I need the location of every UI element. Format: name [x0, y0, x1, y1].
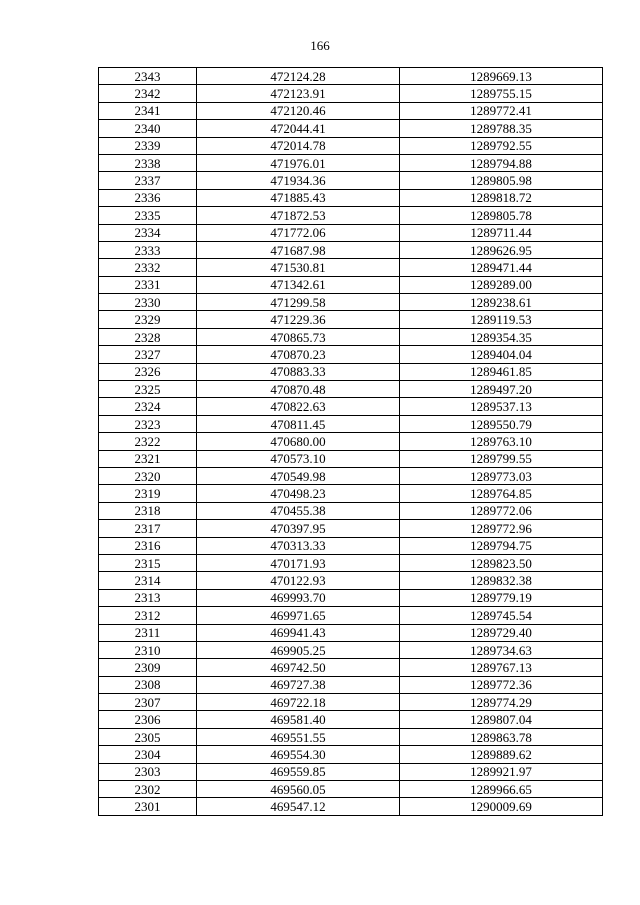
table-row	[99, 798, 603, 815]
coordinates-table	[98, 67, 603, 816]
table-row	[99, 102, 603, 119]
y-coordinate-cell: 1289767.13	[400, 659, 603, 676]
point-number-cell: 2336	[99, 189, 197, 206]
y-coordinate-cell: 1289471.44	[400, 259, 603, 276]
point-number-cell: 2341	[99, 102, 197, 119]
y-coordinate-cell: 1289805.98	[400, 172, 603, 189]
y-coordinate-cell: 1289889.62	[400, 746, 603, 763]
table-row	[99, 363, 603, 380]
y-coordinate-cell: 1289354.35	[400, 328, 603, 345]
point-number-cell: 2325	[99, 381, 197, 398]
point-number-cell: 2332	[99, 259, 197, 276]
y-coordinate-cell: 1289238.61	[400, 294, 603, 311]
y-coordinate-cell: 1289788.35	[400, 120, 603, 137]
page-number: 166	[310, 38, 330, 53]
table-row	[99, 68, 603, 85]
x-coordinate-cell: 471342.61	[197, 276, 400, 293]
point-number-cell: 2343	[99, 68, 197, 85]
point-number-cell: 2329	[99, 311, 197, 328]
y-coordinate-cell: 1289729.40	[400, 624, 603, 641]
x-coordinate-cell: 469971.65	[197, 607, 400, 624]
y-coordinate-cell: 1289772.41	[400, 102, 603, 119]
y-coordinate-cell: 1289794.75	[400, 537, 603, 554]
x-coordinate-cell: 469905.25	[197, 641, 400, 658]
y-coordinate-cell: 1289772.96	[400, 520, 603, 537]
y-coordinate-cell: 1289794.88	[400, 154, 603, 171]
x-coordinate-cell: 471229.36	[197, 311, 400, 328]
y-coordinate-cell: 1289779.19	[400, 589, 603, 606]
point-number-cell: 2320	[99, 467, 197, 484]
table-row	[99, 137, 603, 154]
point-number-cell: 2310	[99, 641, 197, 658]
point-number-cell: 2338	[99, 154, 197, 171]
point-number-cell: 2312	[99, 607, 197, 624]
point-number-cell: 2304	[99, 746, 197, 763]
table-row	[99, 520, 603, 537]
table-row	[99, 154, 603, 171]
x-coordinate-cell: 469554.30	[197, 746, 400, 763]
point-number-cell: 2324	[99, 398, 197, 415]
x-coordinate-cell: 471934.36	[197, 172, 400, 189]
x-coordinate-cell: 469727.38	[197, 676, 400, 693]
y-coordinate-cell: 1289711.44	[400, 224, 603, 241]
point-number-cell: 2308	[99, 676, 197, 693]
table-row	[99, 207, 603, 224]
table-row	[99, 728, 603, 745]
y-coordinate-cell: 1289763.10	[400, 433, 603, 450]
y-coordinate-cell: 1289734.63	[400, 641, 603, 658]
x-coordinate-cell: 470171.93	[197, 554, 400, 571]
y-coordinate-cell: 1289669.13	[400, 68, 603, 85]
table-row	[99, 294, 603, 311]
table-row	[99, 746, 603, 763]
x-coordinate-cell: 472044.41	[197, 120, 400, 137]
table-row	[99, 415, 603, 432]
y-coordinate-cell: 1289537.13	[400, 398, 603, 415]
point-number-cell: 2337	[99, 172, 197, 189]
y-coordinate-cell: 1289772.36	[400, 676, 603, 693]
y-coordinate-cell: 1289550.79	[400, 415, 603, 432]
x-coordinate-cell: 470122.93	[197, 572, 400, 589]
y-coordinate-cell: 1289745.54	[400, 607, 603, 624]
table-row	[99, 120, 603, 137]
table-row	[99, 676, 603, 693]
table-row	[99, 781, 603, 798]
table-row	[99, 276, 603, 293]
point-number-cell: 2318	[99, 502, 197, 519]
x-coordinate-cell: 471299.58	[197, 294, 400, 311]
point-number-cell: 2309	[99, 659, 197, 676]
x-coordinate-cell: 470498.23	[197, 485, 400, 502]
x-coordinate-cell: 471687.98	[197, 241, 400, 258]
y-coordinate-cell: 1289966.65	[400, 781, 603, 798]
x-coordinate-cell: 470883.33	[197, 363, 400, 380]
table-row	[99, 589, 603, 606]
point-number-cell: 2319	[99, 485, 197, 502]
x-coordinate-cell: 470397.95	[197, 520, 400, 537]
point-number-cell: 2334	[99, 224, 197, 241]
x-coordinate-cell: 471885.43	[197, 189, 400, 206]
point-number-cell: 2342	[99, 85, 197, 102]
table-row	[99, 607, 603, 624]
point-number-cell: 2326	[99, 363, 197, 380]
y-coordinate-cell: 1289792.55	[400, 137, 603, 154]
y-coordinate-cell: 1289774.29	[400, 694, 603, 711]
x-coordinate-cell: 472120.46	[197, 102, 400, 119]
coordinates-table-body	[99, 68, 603, 816]
x-coordinate-cell: 470865.73	[197, 328, 400, 345]
table-row	[99, 450, 603, 467]
table-row	[99, 346, 603, 363]
x-coordinate-cell: 470549.98	[197, 467, 400, 484]
table-row	[99, 763, 603, 780]
point-number-cell: 2302	[99, 781, 197, 798]
point-number-cell: 2335	[99, 207, 197, 224]
point-number-cell: 2305	[99, 728, 197, 745]
y-coordinate-cell: 1289404.04	[400, 346, 603, 363]
point-number-cell: 2301	[99, 798, 197, 815]
x-coordinate-cell: 472123.91	[197, 85, 400, 102]
point-number-cell: 2339	[99, 137, 197, 154]
y-coordinate-cell: 1289818.72	[400, 189, 603, 206]
y-coordinate-cell: 1289805.78	[400, 207, 603, 224]
point-number-cell: 2331	[99, 276, 197, 293]
y-coordinate-cell: 1289755.15	[400, 85, 603, 102]
y-coordinate-cell: 1289461.85	[400, 363, 603, 380]
table-row	[99, 433, 603, 450]
x-coordinate-cell: 470870.23	[197, 346, 400, 363]
y-coordinate-cell: 1289772.06	[400, 502, 603, 519]
point-number-cell: 2327	[99, 346, 197, 363]
x-coordinate-cell: 471530.81	[197, 259, 400, 276]
x-coordinate-cell: 469993.70	[197, 589, 400, 606]
point-number-cell: 2307	[99, 694, 197, 711]
point-number-cell: 2315	[99, 554, 197, 571]
x-coordinate-cell: 469581.40	[197, 711, 400, 728]
point-number-cell: 2311	[99, 624, 197, 641]
x-coordinate-cell: 470455.38	[197, 502, 400, 519]
x-coordinate-cell: 471872.53	[197, 207, 400, 224]
x-coordinate-cell: 470870.48	[197, 381, 400, 398]
y-coordinate-cell: 1289823.50	[400, 554, 603, 571]
table-row	[99, 311, 603, 328]
x-coordinate-cell: 469742.50	[197, 659, 400, 676]
x-coordinate-cell: 469941.43	[197, 624, 400, 641]
y-coordinate-cell: 1289921.97	[400, 763, 603, 780]
point-number-cell: 2316	[99, 537, 197, 554]
table-row	[99, 694, 603, 711]
point-number-cell: 2314	[99, 572, 197, 589]
table-row	[99, 259, 603, 276]
point-number-cell: 2306	[99, 711, 197, 728]
table-row	[99, 328, 603, 345]
table-row	[99, 381, 603, 398]
table-row	[99, 224, 603, 241]
table-row	[99, 537, 603, 554]
point-number-cell: 2330	[99, 294, 197, 311]
y-coordinate-cell: 1289764.85	[400, 485, 603, 502]
table-row	[99, 659, 603, 676]
y-coordinate-cell: 1289832.38	[400, 572, 603, 589]
x-coordinate-cell: 471772.06	[197, 224, 400, 241]
y-coordinate-cell: 1290009.69	[400, 798, 603, 815]
table-row	[99, 502, 603, 519]
y-coordinate-cell: 1289289.00	[400, 276, 603, 293]
x-coordinate-cell: 469551.55	[197, 728, 400, 745]
y-coordinate-cell: 1289863.78	[400, 728, 603, 745]
y-coordinate-cell: 1289497.20	[400, 381, 603, 398]
point-number-cell: 2333	[99, 241, 197, 258]
point-number-cell: 2303	[99, 763, 197, 780]
x-coordinate-cell: 470811.45	[197, 415, 400, 432]
x-coordinate-cell: 472124.28	[197, 68, 400, 85]
table-row	[99, 554, 603, 571]
table-row	[99, 711, 603, 728]
table-row	[99, 572, 603, 589]
point-number-cell: 2317	[99, 520, 197, 537]
y-coordinate-cell: 1289773.03	[400, 467, 603, 484]
y-coordinate-cell: 1289807.04	[400, 711, 603, 728]
table-row	[99, 398, 603, 415]
y-coordinate-cell: 1289799.55	[400, 450, 603, 467]
x-coordinate-cell: 469559.85	[197, 763, 400, 780]
table-row	[99, 641, 603, 658]
x-coordinate-cell: 471976.01	[197, 154, 400, 171]
table-row	[99, 467, 603, 484]
x-coordinate-cell: 469547.12	[197, 798, 400, 815]
table-row	[99, 172, 603, 189]
x-coordinate-cell: 469560.05	[197, 781, 400, 798]
table-row	[99, 85, 603, 102]
x-coordinate-cell: 470680.00	[197, 433, 400, 450]
y-coordinate-cell: 1289119.53	[400, 311, 603, 328]
point-number-cell: 2340	[99, 120, 197, 137]
table-row	[99, 624, 603, 641]
x-coordinate-cell: 469722.18	[197, 694, 400, 711]
point-number-cell: 2313	[99, 589, 197, 606]
x-coordinate-cell: 470822.63	[197, 398, 400, 415]
point-number-cell: 2322	[99, 433, 197, 450]
point-number-cell: 2328	[99, 328, 197, 345]
y-coordinate-cell: 1289626.95	[400, 241, 603, 258]
x-coordinate-cell: 470573.10	[197, 450, 400, 467]
point-number-cell: 2323	[99, 415, 197, 432]
x-coordinate-cell: 470313.33	[197, 537, 400, 554]
point-number-cell: 2321	[99, 450, 197, 467]
table-row	[99, 241, 603, 258]
table-row	[99, 189, 603, 206]
table-row	[99, 485, 603, 502]
x-coordinate-cell: 472014.78	[197, 137, 400, 154]
